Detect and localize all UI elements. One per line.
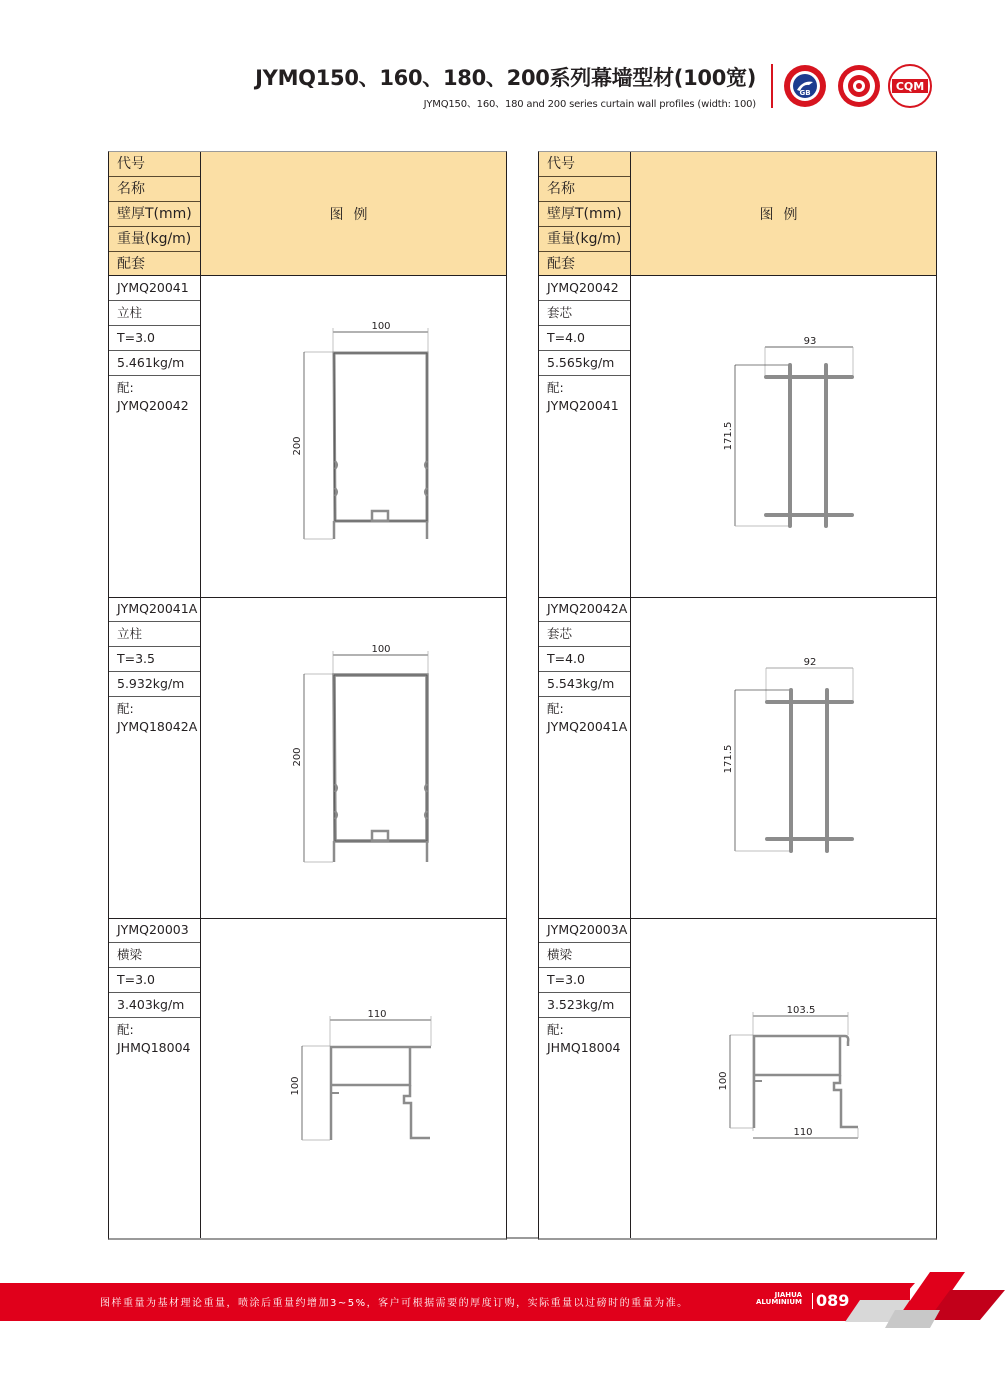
page-title: JYMQ150、160、180、200系列幕墙型材(100宽): [255, 66, 756, 90]
profile-match: JYMQ18042A: [117, 719, 198, 734]
mullion-profile-icon: [201, 276, 507, 596]
table-row: [108, 276, 507, 598]
header-name-label: 名称: [539, 177, 630, 202]
profile-weight: 5.932kg/m: [109, 672, 200, 697]
svg-text:GB: GB: [799, 89, 811, 97]
table-header: [538, 151, 937, 276]
header-legend-label: 图例: [759, 207, 808, 223]
gb-badge-icon: [783, 64, 827, 108]
title-divider: [771, 64, 773, 108]
brand-line1: JIAHUA: [774, 1291, 802, 1299]
profile-code: JYMQ20042A: [539, 597, 630, 622]
profile-match: JHMQ18004: [117, 1040, 191, 1055]
profile-drawing: [631, 918, 936, 1238]
profile-match: JHMQ18004: [547, 1040, 621, 1055]
svg-text:CQM: CQM: [895, 80, 925, 93]
profile-match-label: 配:: [547, 1022, 564, 1037]
profile-code: JYMQ20003: [109, 918, 200, 943]
profile-drawing: [201, 276, 506, 597]
cqm-badge-icon: [888, 64, 932, 108]
sleeve-core-profile-icon: [631, 276, 937, 596]
table-row: [538, 597, 937, 919]
header-code-label: 代号: [109, 152, 200, 177]
header-weight-label: 重量(kg/m): [539, 227, 630, 252]
profile-code: JYMQ20041A: [109, 597, 200, 622]
transom-profile-icon: [631, 918, 937, 1238]
svg-text:103.5: 103.5: [786, 1005, 816, 1016]
profile-code: JYMQ20041: [109, 276, 200, 301]
profile-match: JYMQ20041A: [547, 719, 628, 734]
brand-line2: ALUMINIUM: [756, 1298, 802, 1306]
profile-drawing: [201, 918, 506, 1238]
brand-label: [756, 1292, 802, 1306]
svg-text:200: 200: [292, 747, 303, 767]
profile-weight: 5.565kg/m: [539, 351, 630, 376]
header-thickness-label: 壁厚T(mm): [539, 202, 630, 227]
profile-thickness: T=4.0: [539, 326, 630, 351]
header-match-label: 配套: [547, 256, 575, 272]
table-header: [108, 151, 507, 276]
profile-thickness: T=3.5: [109, 647, 200, 672]
svg-text:110: 110: [367, 1009, 387, 1020]
brand-separator: [812, 1293, 813, 1309]
header-name-label: 名称: [109, 177, 200, 202]
table-row: [108, 918, 507, 1240]
table-right-half: [538, 151, 937, 1239]
svg-text:100: 100: [290, 1076, 301, 1096]
table-row: [108, 597, 507, 919]
profile-drawing: [201, 597, 506, 918]
svg-text:92: 92: [803, 657, 817, 668]
profile-name: 立柱: [109, 301, 200, 326]
table-row: [538, 918, 937, 1240]
profile-name: 横梁: [109, 943, 200, 968]
table-gap-column: [506, 151, 539, 1239]
header-code-label: 代号: [539, 152, 630, 177]
profile-name: 套芯: [539, 622, 630, 647]
table-left-half: [108, 151, 507, 1239]
profile-name: 横梁: [539, 943, 630, 968]
svg-text:171.5: 171.5: [723, 421, 734, 451]
profile-weight: 3.523kg/m: [539, 993, 630, 1018]
profile-table: [108, 151, 937, 1239]
svg-text:100: 100: [371, 321, 391, 332]
sleeve-core-profile-icon: [631, 597, 937, 917]
mullion-profile-icon: [201, 597, 507, 917]
footer-note: 图样重量为基材理论重量，喷涂后重量约增加3~5%，客户可根据需要的厚度订购，实际重量以过磅时的重量为准。: [100, 1298, 689, 1309]
header-thickness-label: 壁厚T(mm): [109, 202, 200, 227]
svg-text:93: 93: [803, 336, 817, 347]
profile-name: 立柱: [109, 622, 200, 647]
header-weight-label: 重量(kg/m): [109, 227, 200, 252]
profile-drawing: [631, 597, 936, 918]
profile-weight: 5.543kg/m: [539, 672, 630, 697]
header-legend-label: 图例: [329, 207, 378, 223]
quality-seal-icon: [837, 64, 881, 108]
profile-match: JYMQ20041: [547, 398, 619, 413]
svg-text:100: 100: [371, 644, 391, 655]
profile-thickness: T=3.0: [109, 968, 200, 993]
page-number: 089: [816, 1291, 850, 1310]
profile-match-label: 配:: [117, 1022, 134, 1037]
profile-thickness: T=3.0: [109, 326, 200, 351]
svg-text:100: 100: [718, 1071, 729, 1091]
page-subtitle: JYMQ150、160、180 and 200 series curtain wall profiles (width: 100): [423, 99, 756, 110]
profile-thickness: T=4.0: [539, 647, 630, 672]
table-row: [538, 276, 937, 598]
profile-thickness: T=3.0: [539, 968, 630, 993]
profile-match-label: 配:: [117, 701, 134, 716]
header-match-label: 配套: [117, 256, 145, 272]
profile-drawing: [631, 276, 936, 597]
profile-match: JYMQ20042: [117, 398, 189, 413]
footer-decoration-icon: [840, 1270, 1005, 1330]
svg-text:171.5: 171.5: [723, 744, 734, 774]
profile-match-label: 配:: [547, 701, 564, 716]
profile-weight: 3.403kg/m: [109, 993, 200, 1018]
svg-text:200: 200: [292, 436, 303, 456]
profile-weight: 5.461kg/m: [109, 351, 200, 376]
profile-code: JYMQ20042: [539, 276, 630, 301]
profile-name: 套芯: [539, 301, 630, 326]
profile-match-label: 配:: [547, 380, 564, 395]
svg-text:110: 110: [793, 1127, 813, 1138]
profile-match-label: 配:: [117, 380, 134, 395]
profile-code: JYMQ20003A: [539, 918, 630, 943]
transom-profile-icon: [201, 918, 507, 1238]
